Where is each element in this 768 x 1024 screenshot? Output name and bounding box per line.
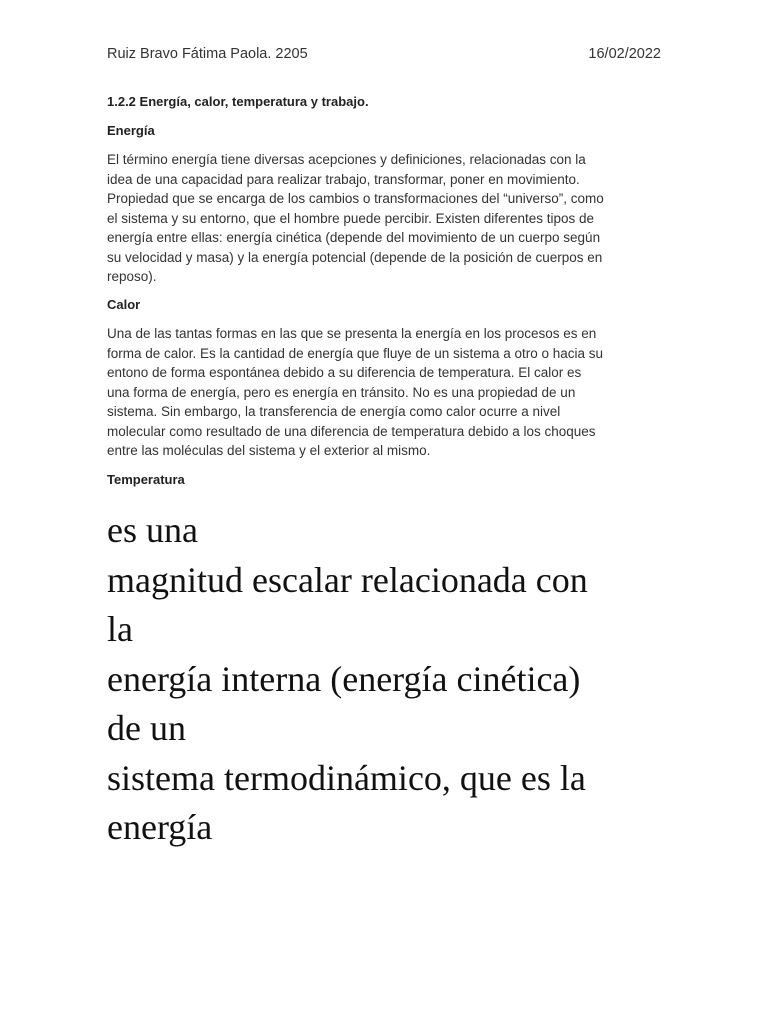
paragraph-line: Una de las tantas formas en las que se presenta la energía en los procesos es en	[107, 326, 597, 341]
paragraph-line: reposo).	[107, 269, 157, 284]
paragraph-calor	[107, 324, 663, 461]
paragraph-line: sistema. Sin embargo, la transferencia de energía como calor ocurre a nivel	[107, 404, 561, 419]
header-author: Ruiz Bravo Fátima Paola. 2205	[107, 46, 308, 62]
large-text-line: magnitud escalar relacionada con	[107, 559, 588, 600]
paragraph-line: idea de una capacidad para realizar trabajo, transformar, poner en movimiento.	[107, 171, 580, 187]
paragraph-line: El término energía tiene diversas acepciones y definiciones, relacionadas con la	[107, 152, 586, 167]
heading-calor: Calor	[107, 297, 141, 312]
large-text-line: sistema termodinámico, que es la	[107, 757, 586, 798]
paragraph-line: el sistema y su entorno, que el hombre puede percibir. Existen diferentes tipos de	[107, 210, 595, 226]
large-text-line: energía interna (energía cinética)	[107, 658, 581, 699]
paragraph-line: forma de calor. Es la cantidad de energía que fluye de un sistema a otro o hacia su	[107, 345, 604, 361]
header-date: 16/02/2022	[588, 46, 661, 62]
paragraph-temperatura	[107, 506, 707, 853]
paragraph-line: molecular como resultado de una diferencia de temperatura debido a los choques	[107, 423, 596, 439]
paragraph-energia	[107, 150, 663, 287]
paragraph-line: entre las moléculas del sistema y el exterior al mismo.	[107, 443, 431, 458]
heading-energia: Energía	[107, 123, 155, 138]
heading-temperatura: Temperatura	[107, 472, 185, 487]
large-text-line: es una	[107, 510, 198, 550]
paragraph-line: energía entre ellas: energía cinética (depende del movimiento de un cuerpo según	[107, 230, 601, 245]
paragraph-line: su velocidad y masa) y la energía potencial (depende de la posición de cuerpos en	[107, 249, 603, 265]
paragraph-line: entono de forma espontánea debido a su diferencia de temperatura. El calor es	[107, 365, 582, 380]
large-text-line: energía	[107, 807, 213, 847]
paragraph-line: Propiedad que se encarga de los cambios o transformaciones del “universo”, como	[107, 191, 604, 206]
large-text-line: la	[107, 609, 133, 649]
section-title: 1.2.2 Energía, calor, temperatura y trabajo.	[107, 94, 369, 109]
paragraph-line: una forma de energía, pero es energía en tránsito. No es una propiedad de un	[107, 384, 576, 400]
large-text-line: de un	[107, 708, 186, 748]
